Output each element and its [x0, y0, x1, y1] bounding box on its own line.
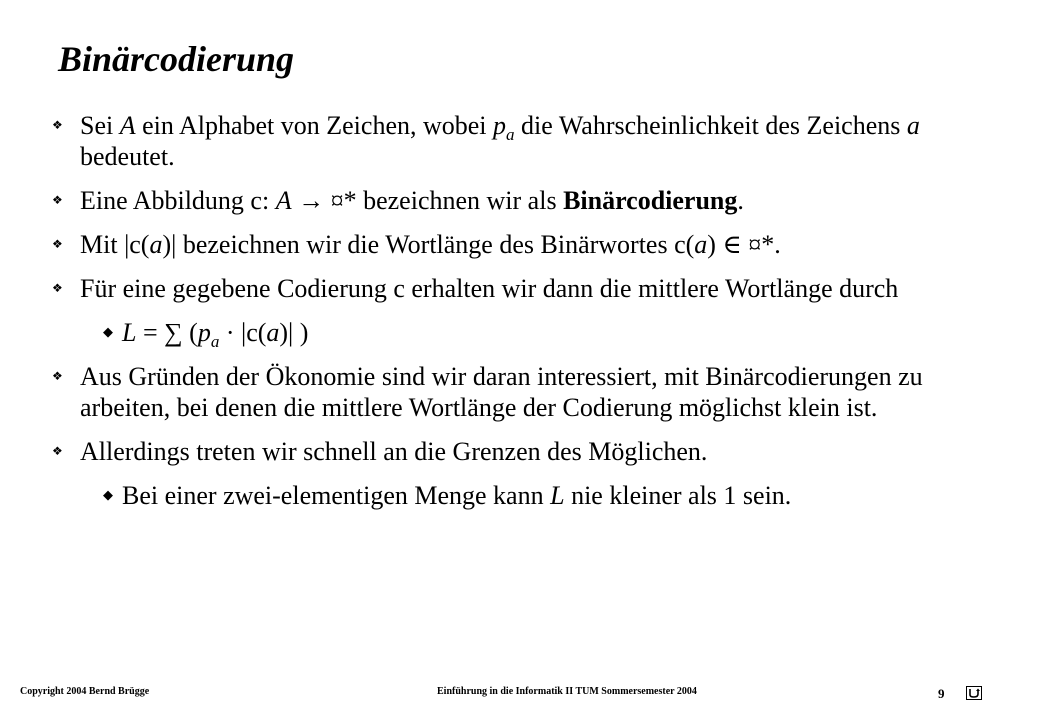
bullet-marker-icon: ❖ — [52, 118, 63, 132]
bullet-abbildung: ❖ Eine Abbildung c: A → ¤* bezeichnen wir als Binärcodierung. — [52, 186, 744, 215]
footer-course: Einführung in die Informatik II TUM Sommersemester 2004 — [437, 686, 697, 697]
return-arrow-icon[interactable] — [966, 686, 982, 700]
sub-bullet-zwei-elementig: ◆ Bei einer zwei-elementigen Menge kann L nie kleiner als 1 sein. — [103, 481, 792, 510]
bullet-marker-icon: ❖ — [52, 281, 63, 295]
bullet-marker-icon: ❖ — [52, 237, 63, 251]
slide-content — [48, 110, 1008, 524]
slide-title: Binärcodierung — [58, 39, 295, 79]
bullet-grenzen: ❖ Allerdings treten wir schnell an die Grenzen des Möglichen. — [52, 437, 708, 466]
bullet-marker-icon: ❖ — [52, 444, 63, 458]
bullet-marker-icon: ❖ — [52, 369, 63, 383]
sub-bullet-marker-icon: ◆ — [103, 487, 113, 502]
sub-bullet-formula: ◆ L = ∑ ($p_a \cdot |c(a)|$ ) — [103, 318, 309, 351]
sub-bullet-marker-icon: ◆ — [103, 324, 113, 339]
page-number: 9 — [938, 686, 945, 701]
bullet-wortlaenge: ❖ Mit |c(a)| bezeichnen wir die Wortlänge des Binärwortes c(a) ∈ ¤*. — [52, 230, 781, 259]
bullet-oekonomie: ❖ Aus Gründen der Ökonomie sind wir daran interessiert, mit Binärcodierungen zu arbeiten, bei denen die mittlere Wortlänge der Codierung möglichst klein ist. — [52, 362, 923, 422]
bullet-mittlere-wortlaenge: ❖ Für eine gegebene Codierung c erhalten wir dann die mittlere Wortlänge durch — [52, 274, 899, 303]
footer-copyright: Copyright 2004 Bernd Brügge — [20, 686, 150, 697]
bullet-marker-icon: ❖ — [52, 193, 63, 207]
bullet-alphabet: ❖ Sei A ein Alphabet von Zeichen, wobei $p_a$ die Wahrscheinlichkeit des Zeichens a bedeutet. — [52, 111, 920, 171]
